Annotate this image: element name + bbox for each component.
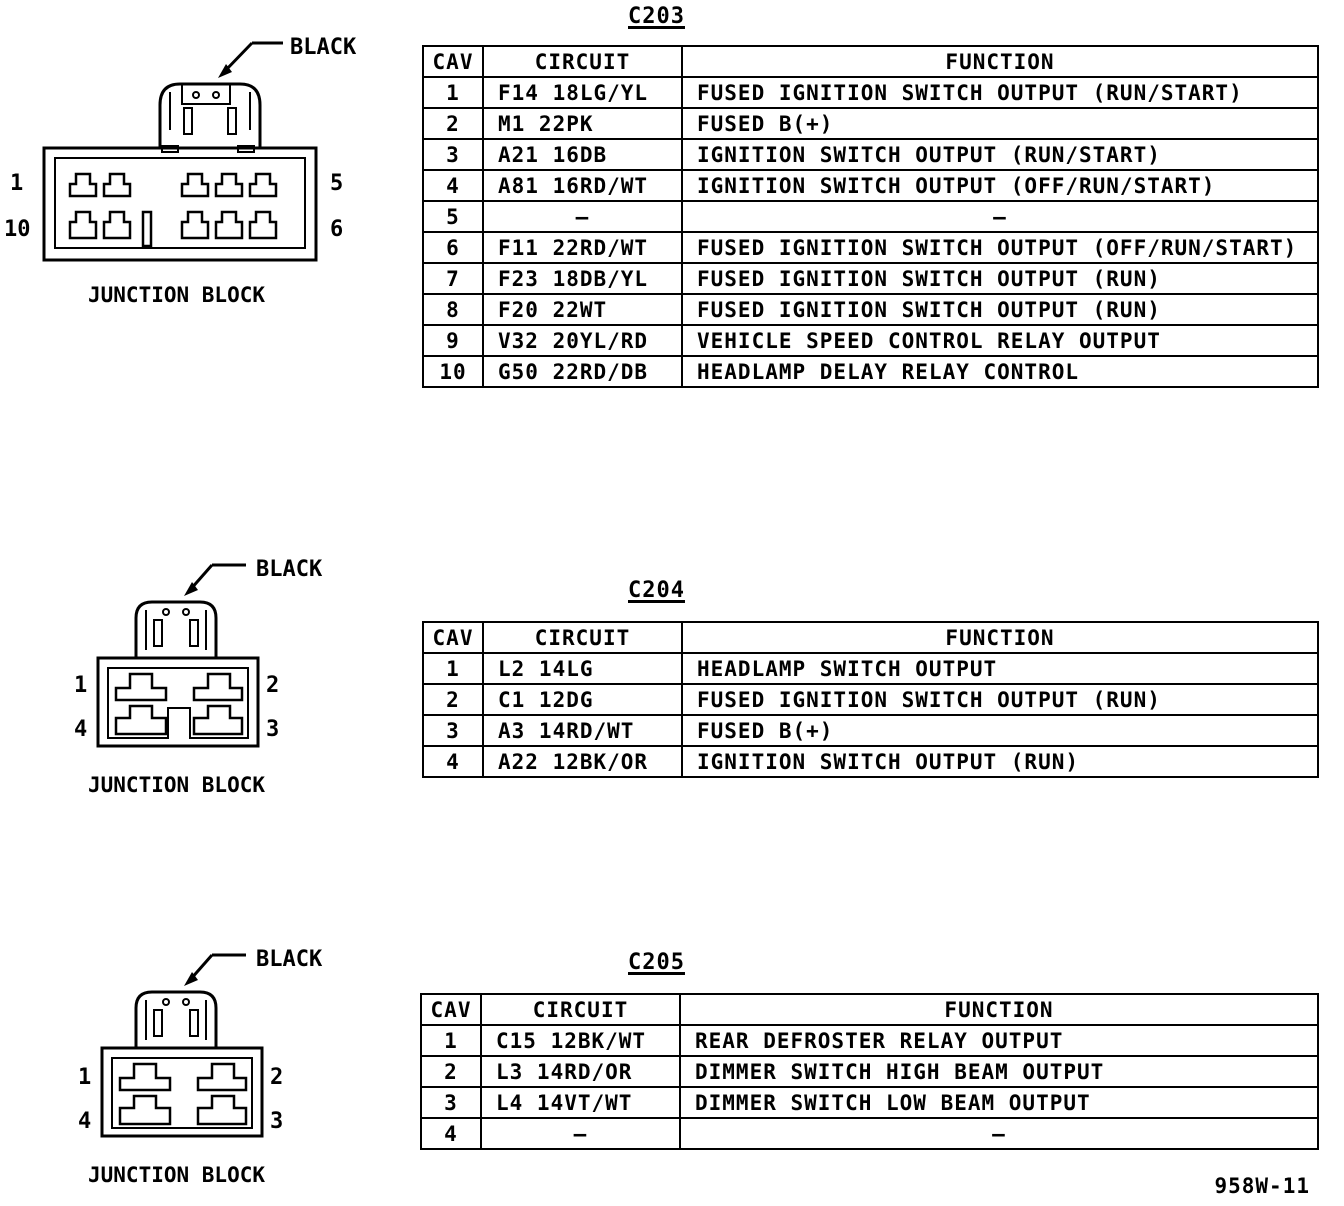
circuit-cell: F23 18DB/YL — [483, 263, 682, 294]
circuit-cell: A3 14RD/WT — [483, 715, 682, 746]
connector-title: C205 — [628, 950, 685, 975]
block-label: JUNCTION BLOCK — [88, 283, 266, 307]
function-cell: HEADLAMP SWITCH OUTPUT — [682, 653, 1318, 684]
cav-cell: 2 — [421, 1056, 481, 1087]
function-cell: FUSED B(+) — [682, 108, 1318, 139]
header-function: FUNCTION — [682, 46, 1318, 77]
table-row — [423, 108, 1318, 139]
pin-label-bottom-left: 10 — [4, 217, 31, 242]
pin-label-bottom-left: 4 — [78, 1109, 92, 1134]
table-row — [421, 1025, 1318, 1056]
table-row — [423, 684, 1318, 715]
cav-cell: 4 — [421, 1118, 481, 1149]
connector-c205-diagram — [0, 940, 400, 1200]
connector-section-c203 — [0, 0, 1344, 430]
function-cell: IGNITION SWITCH OUTPUT (RUN/START) — [682, 139, 1318, 170]
table-row — [423, 263, 1318, 294]
table-row — [423, 77, 1318, 108]
header-function: FUNCTION — [682, 622, 1318, 653]
pinout-table — [422, 45, 1319, 388]
cav-cell: 6 — [423, 232, 483, 263]
pin-label-top-right: 5 — [330, 171, 344, 196]
header-circuit: CIRCUIT — [481, 994, 680, 1025]
table-header-row — [423, 46, 1318, 77]
function-cell: REAR DEFROSTER RELAY OUTPUT — [680, 1025, 1318, 1056]
pin-label-top-right: 2 — [270, 1065, 284, 1090]
function-cell: FUSED IGNITION SWITCH OUTPUT (OFF/RUN/START) — [682, 232, 1318, 263]
pin-label-top-right: 2 — [266, 673, 280, 698]
function-cell: FUSED IGNITION SWITCH OUTPUT (RUN/START) — [682, 77, 1318, 108]
table-row — [423, 201, 1318, 232]
function-cell: – — [680, 1118, 1318, 1149]
function-cell: FUSED IGNITION SWITCH OUTPUT (RUN) — [682, 684, 1318, 715]
cav-cell: 7 — [423, 263, 483, 294]
table-row — [423, 294, 1318, 325]
cav-cell: 3 — [421, 1087, 481, 1118]
connector-section-c204 — [0, 550, 1344, 810]
cav-cell: 1 — [423, 653, 483, 684]
table-row — [423, 653, 1318, 684]
function-cell: DIMMER SWITCH LOW BEAM OUTPUT — [680, 1087, 1318, 1118]
circuit-cell: F11 22RD/WT — [483, 232, 682, 263]
circuit-cell: – — [481, 1118, 680, 1149]
circuit-cell: L4 14VT/WT — [481, 1087, 680, 1118]
table-row — [421, 1118, 1318, 1149]
header-circuit: CIRCUIT — [483, 46, 682, 77]
pin-label-bottom-left: 4 — [74, 717, 88, 742]
table-row — [423, 715, 1318, 746]
header-function: FUNCTION — [680, 994, 1318, 1025]
circuit-cell: F14 18LG/YL — [483, 77, 682, 108]
block-label: JUNCTION BLOCK — [88, 773, 266, 797]
cav-cell: 5 — [423, 201, 483, 232]
circuit-cell: C1 12DG — [483, 684, 682, 715]
cav-cell: 10 — [423, 356, 483, 387]
connector-title: C204 — [628, 578, 685, 603]
circuit-cell: V32 20YL/RD — [483, 325, 682, 356]
function-cell: HEADLAMP DELAY RELAY CONTROL — [682, 356, 1318, 387]
circuit-cell: A22 12BK/OR — [483, 746, 682, 777]
color-label: BLACK — [256, 557, 323, 582]
pin-label-top-left: 1 — [78, 1065, 92, 1090]
cav-cell: 3 — [423, 139, 483, 170]
table-row — [421, 1056, 1318, 1087]
table-row — [423, 139, 1318, 170]
connector-c203-diagram — [0, 0, 400, 320]
cav-cell: 3 — [423, 715, 483, 746]
figure-id: 958W-11 — [1214, 1174, 1310, 1198]
pinout-table — [420, 993, 1319, 1150]
function-cell: IGNITION SWITCH OUTPUT (RUN) — [682, 746, 1318, 777]
cav-cell: 4 — [423, 746, 483, 777]
circuit-cell: C15 12BK/WT — [481, 1025, 680, 1056]
circuit-cell: – — [483, 201, 682, 232]
cav-cell: 1 — [421, 1025, 481, 1056]
circuit-cell: M1 22PK — [483, 108, 682, 139]
header-cav: CAV — [421, 994, 481, 1025]
cav-cell: 9 — [423, 325, 483, 356]
function-cell: – — [682, 201, 1318, 232]
function-cell: VEHICLE SPEED CONTROL RELAY OUTPUT — [682, 325, 1318, 356]
function-cell: FUSED IGNITION SWITCH OUTPUT (RUN) — [682, 294, 1318, 325]
circuit-cell: F20 22WT — [483, 294, 682, 325]
pin-label-bottom-right: 6 — [330, 217, 344, 242]
connector-section-c205 — [0, 940, 1344, 1200]
table-row — [423, 170, 1318, 201]
header-circuit: CIRCUIT — [483, 622, 682, 653]
header-cav: CAV — [423, 46, 483, 77]
table-row — [423, 232, 1318, 263]
table-header-row — [423, 622, 1318, 653]
circuit-cell: A21 16DB — [483, 139, 682, 170]
color-label: BLACK — [256, 947, 323, 972]
circuit-cell: G50 22RD/DB — [483, 356, 682, 387]
connector-c204-diagram — [0, 550, 400, 810]
table-row — [421, 1087, 1318, 1118]
pin-label-bottom-right: 3 — [266, 717, 280, 742]
circuit-cell: L3 14RD/OR — [481, 1056, 680, 1087]
table-header-row — [421, 994, 1318, 1025]
function-cell: FUSED B(+) — [682, 715, 1318, 746]
table-row — [423, 746, 1318, 777]
color-label: BLACK — [290, 35, 357, 60]
pinout-table — [422, 621, 1319, 778]
pin-label-bottom-right: 3 — [270, 1109, 284, 1134]
function-cell: IGNITION SWITCH OUTPUT (OFF/RUN/START) — [682, 170, 1318, 201]
circuit-cell: L2 14LG — [483, 653, 682, 684]
block-label: JUNCTION BLOCK — [88, 1163, 266, 1187]
circuit-cell: A81 16RD/WT — [483, 170, 682, 201]
cav-cell: 2 — [423, 684, 483, 715]
cav-cell: 2 — [423, 108, 483, 139]
cav-cell: 4 — [423, 170, 483, 201]
function-cell: DIMMER SWITCH HIGH BEAM OUTPUT — [680, 1056, 1318, 1087]
cav-cell: 8 — [423, 294, 483, 325]
cav-cell: 1 — [423, 77, 483, 108]
pin-label-top-left: 1 — [74, 673, 88, 698]
connector-title: C203 — [628, 4, 685, 29]
header-cav: CAV — [423, 622, 483, 653]
table-row — [423, 356, 1318, 387]
table-row — [423, 325, 1318, 356]
function-cell: FUSED IGNITION SWITCH OUTPUT (RUN) — [682, 263, 1318, 294]
pin-label-top-left: 1 — [10, 171, 24, 196]
